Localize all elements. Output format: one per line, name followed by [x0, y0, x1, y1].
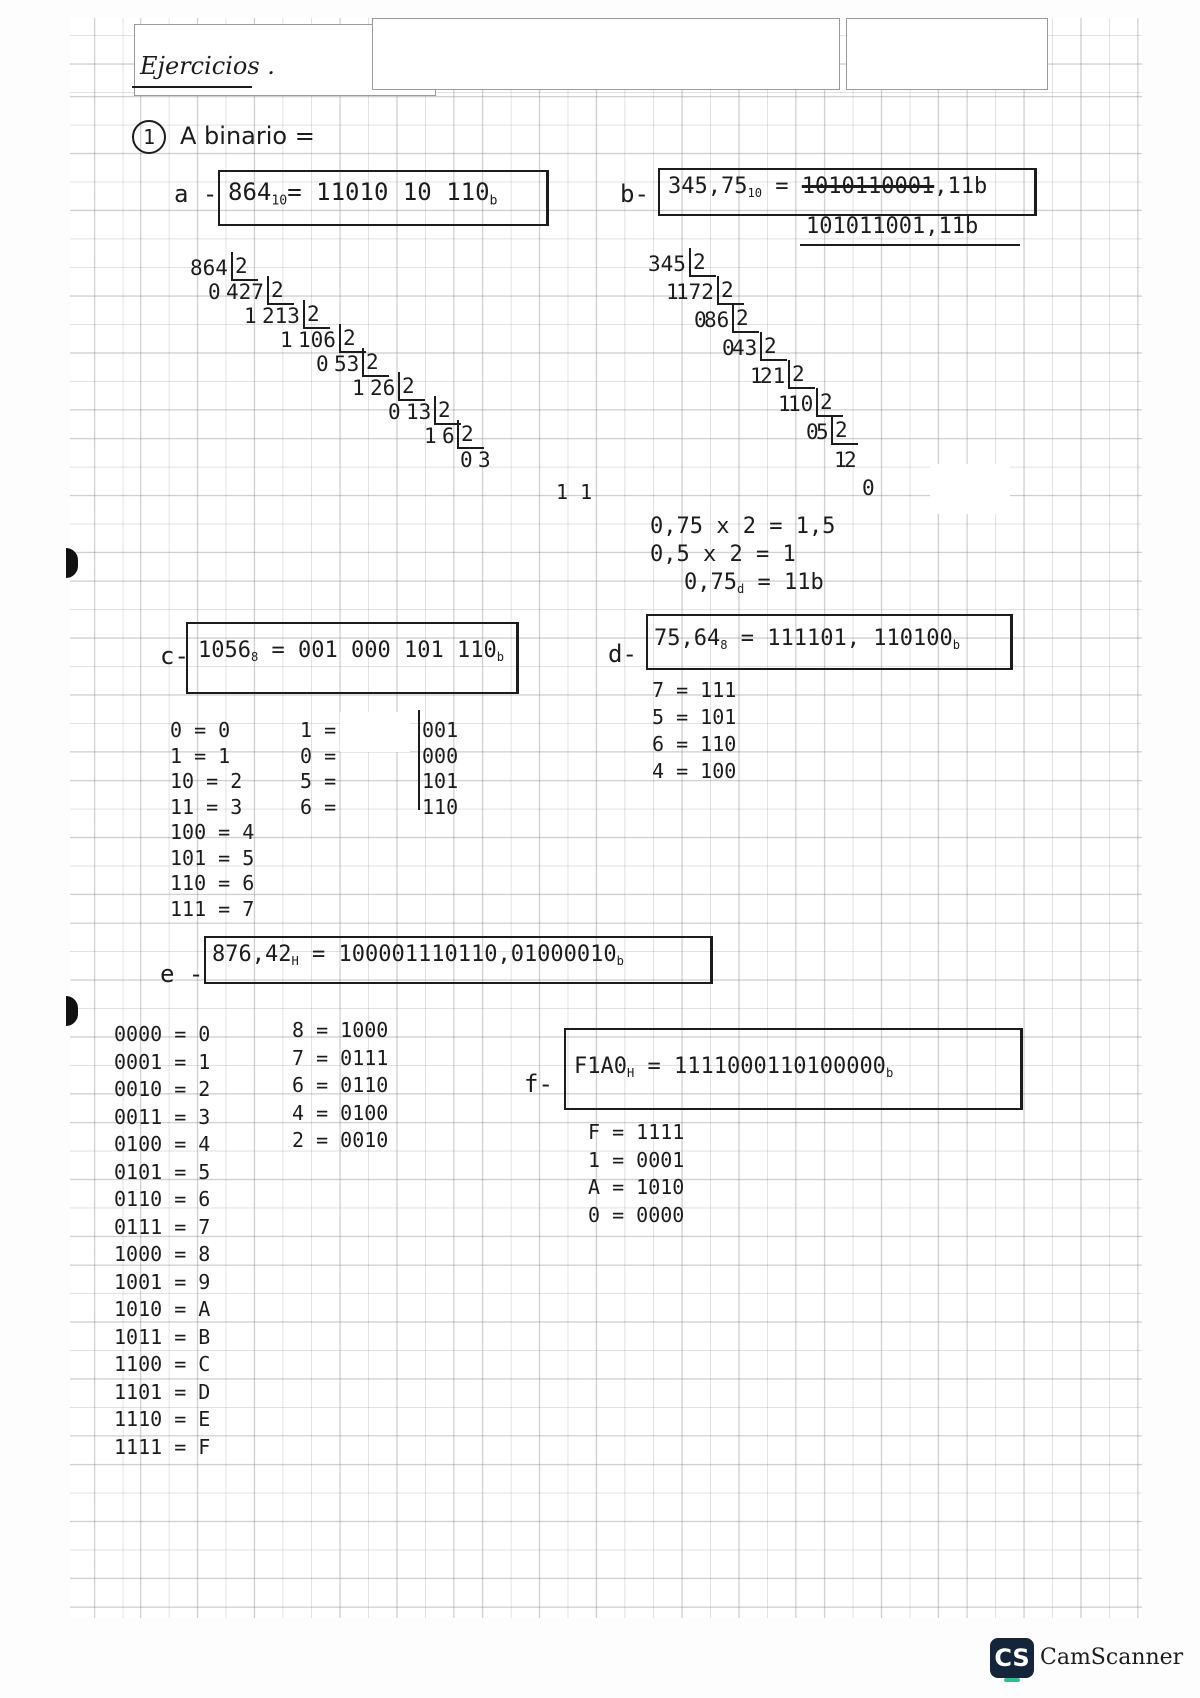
- b-crossed: 1010110001: [801, 174, 935, 199]
- c-suffix: b: [496, 650, 504, 665]
- a-remainder-3: 0: [316, 352, 329, 376]
- e-digit-row-0: 8 = 1000: [292, 1018, 389, 1042]
- a-remainder-5: 0: [388, 400, 401, 424]
- c-digit-key-1: 0 =: [300, 743, 337, 768]
- b-bracket-h-2: [732, 331, 759, 333]
- d-table-row-2: 6 = 110: [652, 732, 737, 756]
- b-remainder-1: 0: [694, 308, 707, 332]
- a-bracket-v-1: [267, 276, 269, 303]
- c-masked-area: [340, 712, 410, 752]
- b-dividend-5: 10: [788, 392, 814, 416]
- b-bracket-v-1: [717, 276, 719, 303]
- e-value: 876,42: [212, 942, 292, 967]
- b-fraction-result: = 11b: [757, 570, 824, 595]
- c-table-row-5: 101 = 5: [170, 845, 255, 870]
- a-label: a -: [174, 180, 218, 208]
- a-dividend-2: 213: [262, 304, 300, 328]
- f-table-row-0: F = 1111: [588, 1120, 685, 1144]
- c-digit-value-1: 000: [422, 743, 459, 768]
- exercise-title: A binario =: [180, 122, 315, 150]
- a-divisor-4: 2: [366, 350, 379, 374]
- b-bracket-h-0: [689, 275, 716, 277]
- b-divisor-3: 2: [764, 334, 777, 358]
- a-value: 864: [228, 178, 272, 206]
- b-bracket-v-4: [788, 360, 790, 387]
- a-remainder-2: 1: [280, 328, 293, 352]
- b-fraction-value: 0,75: [684, 570, 737, 595]
- b-fraction-1: 0,75 x 2 = 1,5: [650, 514, 836, 539]
- header-middle-box: [372, 18, 840, 90]
- e-digit-row-4: 2 = 0010: [292, 1128, 389, 1152]
- c-table-row-7: 111 = 7: [170, 896, 255, 921]
- e-table-row-11: 1011 = B: [114, 1324, 211, 1349]
- c-result: = 001 000 101 110: [271, 638, 497, 663]
- c-digit-value-0: 001: [422, 718, 459, 742]
- b-remainder-4: 1: [778, 392, 791, 416]
- e-label: e -: [160, 960, 204, 988]
- a-divisor-6: 2: [438, 398, 451, 422]
- d-suffix: b: [952, 638, 960, 653]
- grid-paper-sheet: [70, 18, 1142, 1618]
- d-label: d-: [608, 640, 637, 668]
- a-expression: [228, 178, 498, 209]
- f-table-row-2: A = 1010: [588, 1175, 685, 1199]
- f-result: = 1111000110100000: [647, 1054, 886, 1079]
- d-expression: [654, 626, 960, 652]
- d-value: 75,64: [654, 626, 721, 651]
- b-label: b-: [620, 180, 649, 208]
- b-bracket-h-5: [816, 415, 843, 417]
- b-divisor-4: 2: [792, 362, 805, 386]
- a-divisor-3: 2: [343, 326, 356, 350]
- a-bracket-v-2: [303, 300, 305, 327]
- e-expression: [212, 942, 624, 968]
- b-masked-area: [930, 464, 1010, 514]
- e-result: = 100001110110,01000010: [312, 942, 617, 967]
- b-fraction-sub: d: [736, 582, 745, 597]
- e-table-row-12: 1100 = C: [114, 1352, 211, 1376]
- c-table-divider: [418, 710, 420, 810]
- c-table-row-0: 0 = 0: [170, 718, 231, 742]
- b-bracket-h-3: [760, 359, 787, 361]
- d-result: = 111101, 110100: [740, 626, 953, 651]
- b-expression: [668, 174, 987, 200]
- c-digit-key-0: 1 =: [300, 718, 337, 742]
- a-bracket-v-5: [398, 372, 400, 399]
- a-remainder-4: 1: [352, 376, 365, 400]
- d-table-row-1: 5 = 101: [652, 705, 737, 729]
- c-table-row-2: 10 = 2: [170, 769, 243, 793]
- f-suffix: b: [885, 1066, 894, 1081]
- b-remainder-3: 1: [750, 364, 763, 388]
- c-base: 8: [250, 650, 259, 665]
- a-bracket-v-3: [339, 324, 341, 351]
- a-dividend-5: 26: [370, 376, 396, 400]
- a-bracket-v-4: [362, 348, 364, 375]
- b-dividend-6: 5: [816, 420, 829, 444]
- c-table-row-3: 11 = 3: [170, 794, 243, 819]
- a-remainder-6: 1: [424, 424, 437, 448]
- f-table-row-1: 1 = 0001: [588, 1147, 685, 1172]
- exercise-number: 1: [132, 120, 166, 154]
- a-remainder-1: 1: [244, 304, 257, 328]
- a-divisor-1: 2: [271, 278, 284, 302]
- c-digit-value-2: 101: [422, 769, 459, 793]
- e-table-row-3: 0011 = 3: [114, 1104, 211, 1129]
- a-remainder-0: 0: [208, 280, 221, 304]
- e-table-row-6: 0110 = 6: [114, 1187, 211, 1211]
- c-digit-key-3: 6 =: [300, 794, 337, 819]
- c-digit-value-3: 110: [422, 794, 459, 819]
- c-digit-key-2: 5 =: [300, 769, 337, 793]
- b-remainder-5: 0: [806, 420, 819, 444]
- header-right-box: [846, 18, 1048, 90]
- e-table-row-2: 0010 = 2: [114, 1077, 211, 1101]
- b-base: 10: [747, 186, 763, 201]
- b-dividend-7: 2: [844, 448, 857, 472]
- b-remainder-2: 0: [722, 336, 735, 360]
- a-dividend-3: 106: [298, 328, 336, 352]
- c-value: 1056: [198, 638, 251, 663]
- e-table-row-5: 0101 = 5: [114, 1159, 211, 1184]
- d-table-row-3: 4 = 100: [652, 759, 737, 783]
- a-dividend-8: 3: [478, 448, 491, 472]
- d-base: 8: [720, 638, 728, 653]
- b-dividend-2: 86: [704, 308, 730, 332]
- a-bracket-v-0: [231, 252, 233, 279]
- e-table-row-0: 0000 = 0: [114, 1022, 211, 1046]
- a-dividend-4: 53: [334, 352, 360, 376]
- a-bracket-v-7: [457, 420, 459, 447]
- c-table-row-4: 100 = 4: [170, 820, 255, 844]
- a-result: = 11010 10 110: [287, 178, 490, 206]
- a-divisor-7: 2: [461, 422, 474, 446]
- a-divisor-2: 2: [307, 302, 320, 326]
- b-result1: ,11b: [934, 174, 988, 199]
- e-digit-row-2: 6 = 0110: [292, 1073, 389, 1097]
- b-bracket-v-2: [732, 304, 734, 331]
- b-bracket-v-5: [816, 388, 818, 415]
- a-bracket-v-6: [434, 396, 436, 423]
- a-final-quotient: 1 1: [556, 480, 593, 504]
- b-remainder-6: 1: [834, 448, 847, 472]
- b-dividend-0: 345: [648, 252, 686, 276]
- e-digit-row-3: 4 = 0100: [292, 1100, 389, 1125]
- a-dividend-7: 6: [442, 424, 455, 448]
- b-bracket-h-4: [788, 387, 815, 389]
- e-table-row-10: 1010 = A: [114, 1297, 211, 1321]
- b-result2: 101011001,11b: [806, 214, 979, 239]
- b-fraction-2: 0,5 x 2 = 1: [650, 542, 796, 567]
- b-dividend-4: 21: [760, 364, 786, 388]
- e-table-row-15: 1111 = F: [114, 1434, 211, 1459]
- e-table-row-13: 1101 = D: [114, 1379, 211, 1404]
- b-fraction-3: [684, 570, 824, 596]
- c-expression: [198, 638, 504, 664]
- header-title-underline: [132, 86, 252, 88]
- c-table-row-1: 1 = 1: [170, 743, 231, 768]
- a-remainder-7: 0: [460, 448, 473, 472]
- a-base: 10: [271, 193, 288, 209]
- f-value: F1A0: [574, 1054, 627, 1079]
- header-title: Ejercicios .: [140, 52, 275, 80]
- b-divisor-5: 2: [820, 390, 833, 414]
- b-bracket-h-6: [831, 443, 858, 445]
- b-bracket-v-0: [689, 248, 691, 275]
- a-dividend-6: 13: [406, 400, 432, 424]
- b-dividend-3: 43: [732, 336, 758, 360]
- camscanner-name: CamScanner: [1040, 1645, 1184, 1670]
- e-digit-row-1: 7 = 0111: [292, 1045, 389, 1070]
- a-suffix: b: [489, 193, 498, 209]
- e-table-row-7: 0111 = 7: [114, 1214, 211, 1239]
- b-dividend-1: 172: [676, 280, 714, 304]
- a-dividend-1: 427: [226, 280, 264, 304]
- f-table-row-3: 0 = 0000: [588, 1202, 685, 1227]
- b-bracket-v-3: [760, 332, 762, 359]
- b-remainder-7: 0: [862, 476, 875, 500]
- f-label: f-: [524, 1070, 553, 1098]
- e-table-row-14: 1110 = E: [114, 1407, 211, 1431]
- b-remainder-0: 1: [666, 280, 679, 304]
- e-table-row-4: 0100 = 4: [114, 1132, 211, 1156]
- e-table-row-1: 0001 = 1: [114, 1049, 211, 1074]
- c-label: c-: [160, 642, 189, 670]
- f-base: H: [626, 1066, 635, 1081]
- e-table-row-8: 1000 = 8: [114, 1242, 211, 1266]
- b-divisor-1: 2: [721, 278, 734, 302]
- f-expression: [574, 1054, 893, 1080]
- e-base: H: [291, 954, 299, 969]
- e-suffix: b: [616, 954, 624, 969]
- c-table-row-6: 110 = 6: [170, 871, 255, 895]
- a-divisor-0: 2: [235, 254, 248, 278]
- camscanner-logo: CS: [990, 1638, 1034, 1678]
- b-bracket-h-1: [717, 303, 744, 305]
- a-dividend-0: 864: [190, 256, 228, 280]
- b-result2-underline: [800, 244, 1020, 246]
- a-divisor-5: 2: [402, 374, 415, 398]
- b-bracket-v-6: [831, 416, 833, 443]
- d-table-row-0: 7 = 111: [652, 678, 737, 702]
- b-value: 345,75: [668, 174, 748, 199]
- b-divisor-0: 2: [693, 250, 706, 274]
- b-divisor-2: 2: [736, 306, 749, 330]
- b-eq: =: [775, 174, 789, 199]
- b-divisor-6: 2: [835, 418, 848, 442]
- e-table-row-9: 1001 = 9: [114, 1269, 211, 1294]
